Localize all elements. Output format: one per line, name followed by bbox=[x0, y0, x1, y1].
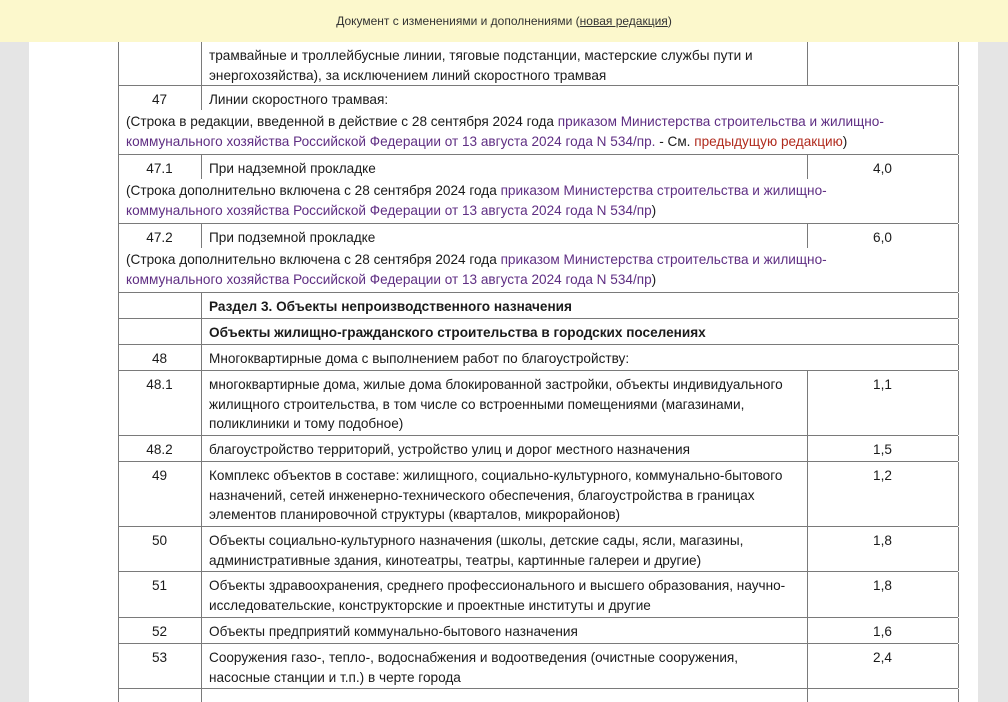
row-text: При надземной прокладке bbox=[209, 161, 376, 176]
note-mid: - См. bbox=[655, 133, 695, 149]
row-number: 52 bbox=[151, 624, 168, 639]
row-text: Объекты предприятий коммунально-бытового назначения bbox=[209, 624, 578, 639]
row-value: 1,8 bbox=[873, 533, 892, 548]
row-number: 51 bbox=[151, 578, 168, 593]
note-prefix: (Строка в редакции, введенной в действие с 28 сентября 2024 года bbox=[126, 114, 558, 129]
edition-banner bbox=[0, 0, 1008, 42]
banner-text: Документ с изменениями и дополнениями ( bbox=[336, 14, 580, 28]
table-row-47-1 bbox=[118, 155, 958, 179]
amendment-note bbox=[118, 248, 958, 293]
row-number: 47.2 bbox=[146, 230, 173, 245]
row-number: 48.1 bbox=[146, 377, 173, 392]
note-suffix: ) bbox=[842, 133, 848, 149]
table-row-47-2 bbox=[118, 224, 958, 248]
row-number: 47 bbox=[151, 92, 168, 107]
amendment-note bbox=[118, 179, 958, 224]
subsection-title: Объекты жилищно-гражданского строительства в городских поселениях bbox=[209, 325, 706, 340]
note-suffix: ) bbox=[651, 271, 657, 287]
row-number: 53 bbox=[151, 650, 168, 665]
row-value: 1,1 bbox=[873, 377, 892, 392]
row-number: 50 bbox=[151, 533, 168, 548]
table-row-53 bbox=[118, 644, 958, 689]
document-page bbox=[29, 42, 978, 702]
section-title: Раздел 3. Объекты непроизводственного назначения bbox=[209, 299, 572, 314]
subsection-heading-row bbox=[118, 319, 958, 345]
table-row-49 bbox=[118, 462, 958, 527]
row-value: 4,0 bbox=[873, 161, 892, 176]
row-text: Объекты здравоохранения, среднего профессионального и высшего образования, научно-исследовательские, конструкторские и проектные институты и другие bbox=[209, 578, 786, 613]
row-number: 48.2 bbox=[146, 442, 173, 457]
row-text: Сооружения газо-, тепло-, водоснабжения и водоотведения (очистные сооружения, насосные станции и т.п.) в черте города bbox=[209, 650, 739, 685]
row-text: трамвайные и троллейбусные линии, тяговые подстанции, мастерские службы пути и энергохозяйства), за исключением линий скоростного трамвая bbox=[209, 48, 753, 83]
row-text: благоустройство территорий, устройство улиц и дорог местного назначения bbox=[209, 442, 690, 457]
previous-edition-link[interactable]: предыдущую редакцию bbox=[694, 133, 843, 149]
banner-close: ) bbox=[667, 14, 672, 28]
row-text: Объекты социально-культурного назначения (школы, детские сады, ясли, магазины, административные здания, кинотеатры, театры, картинные галереи и другие) bbox=[209, 533, 744, 568]
row-text: Комплекс объектов в составе: жилищного, социально-культурного, коммунально-бытового назначений, сетей инженерно-технического обеспечения, благоустройства в границах элементов планировочной структуры (кварталов, микрорайонов) bbox=[209, 468, 783, 522]
row-value: 1,5 bbox=[873, 442, 892, 457]
row-text: Многоквартирные дома с выполнением работ по благоустройству: bbox=[209, 351, 630, 366]
row-text: При подземной прокладке bbox=[209, 230, 376, 245]
row-value: 1,2 bbox=[873, 468, 892, 483]
row-value: 1,8 bbox=[873, 578, 892, 593]
note-prefix: (Строка дополнительно включена с 28 сентября 2024 года bbox=[126, 252, 501, 267]
table-row bbox=[118, 689, 958, 702]
amendment-note bbox=[118, 110, 958, 155]
row-value: 6,0 bbox=[873, 230, 892, 245]
row-value: 2,4 bbox=[873, 650, 892, 665]
table-row-52 bbox=[118, 618, 958, 644]
row-number: 49 bbox=[151, 468, 168, 483]
row-number: 47.1 bbox=[146, 161, 173, 176]
table-row bbox=[118, 42, 958, 86]
order-link[interactable]: приказом Министерства строительства и жилищно-коммунального хозяйства Российской Федерации от 13 августа 2024 года N 534/пр bbox=[126, 252, 827, 287]
row-text: многоквартирные дома, жилые дома блокированной застройки, объекты индивидуального жилищного строительства, в том числе со встроенными помещениями (магазинами, поликлиники и тому подобное) bbox=[209, 377, 783, 431]
row-text: Линии скоростного трамвая: bbox=[209, 92, 389, 107]
order-link[interactable]: приказом Министерства строительства и жилищно-коммунального хозяйства Российской Федерации от 13 августа 2024 года N 534/пр bbox=[126, 183, 827, 218]
section-heading-row bbox=[118, 293, 958, 319]
new-edition-link[interactable]: новая редакция bbox=[579, 14, 668, 28]
row-value: 1,6 bbox=[873, 624, 892, 639]
note-suffix: ) bbox=[651, 202, 657, 218]
table-row-47 bbox=[118, 86, 958, 110]
table-row-48 bbox=[118, 345, 958, 371]
table-row-48-2 bbox=[118, 436, 958, 462]
table-row-48-1 bbox=[118, 371, 958, 436]
table-row-51 bbox=[118, 572, 958, 618]
note-prefix: (Строка дополнительно включена с 28 сентября 2024 года bbox=[126, 183, 501, 198]
order-link[interactable]: приказом Министерства строительства и жилищно-коммунального хозяйства Российской Федерации от 13 августа 2024 года N 534/пр. bbox=[126, 114, 884, 149]
row-number: 48 bbox=[151, 351, 168, 366]
table-row-50 bbox=[118, 527, 958, 572]
coefficient-table bbox=[118, 42, 958, 702]
